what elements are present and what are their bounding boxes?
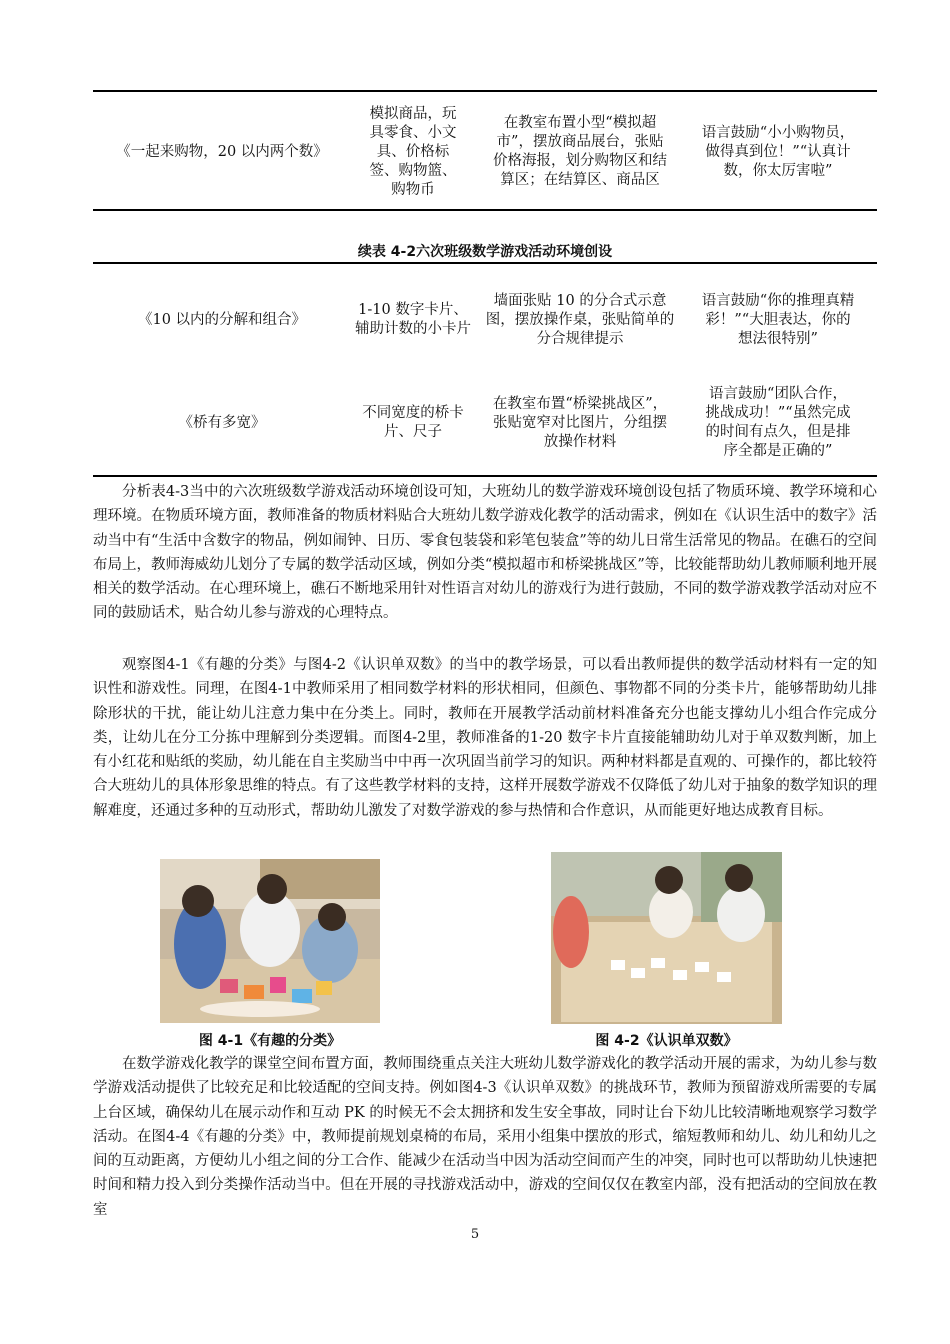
figure-4-2-caption: 图 4-2《认识单双数》 — [595, 1033, 738, 1049]
cell-materials — [345, 404, 481, 442]
cell-encouragement — [679, 385, 877, 461]
cell-encouragement — [679, 292, 877, 349]
encouragement-text: 语言鼓励“你的推理真精彩！”“大胆表达，你的想法很特别” — [701, 292, 855, 347]
table-row — [93, 374, 877, 472]
cell-layout — [481, 395, 679, 452]
figure-4-1-photo — [160, 859, 380, 1023]
table-continued — [93, 262, 877, 480]
table-caption: 续表 4-2六次班级数学游戏活动环境创设 — [357, 244, 613, 260]
table-cont-top-rule — [93, 262, 877, 264]
page-number: 5 — [470, 1227, 480, 1242]
table-row — [93, 278, 877, 362]
paragraph-2: 观察图4-1《有趣的分类》与图4-2《认识单双数》的当中的教学场景，可以看出教师提供的数学活动材料有一定的知识性和游戏性。同理，在图4-1中教师采用了相同数学材料的形状相同，但颜色、事物都不同的分类卡片，能够帮助幼儿排除形状的干扰，能让幼儿注意力集中在分类上。同时，教师在开展教学活动前材料准备充分也能支撑幼儿小组合作完成分类，让幼儿在分工分拣中理解到分类逻辑。而图4-2里，教师准备的1-20 数字卡片直接能辅助幼儿对于单双数判断，加上有小红花和贴纸的奖励，幼儿能在自主奖励当中中再一次巩固当前学习的知识。两种材料都是直观的、可操作的，都比较符合大班幼儿的具体形象思维的特点。有了这些教学材料的支持，这样开展数学游戏不仅降低了幼儿对于抽象的数学知识的理解难度，还通过多种的互动形式，帮助幼儿激发了对数学游戏的参与热情和合作意识，从而能更好地达成教育目标。 — [93, 657, 877, 819]
activity-text: 《10 以内的分解和组合》 — [137, 311, 307, 328]
cell-activity — [93, 414, 345, 433]
cell-materials — [345, 301, 481, 339]
paragraph-1: 分析表4-3当中的六次班级数学游戏活动环境创设可知，大班幼儿的数学游戏环境创设包括了物质环境、教学环境和心理环境。在物质环境方面，教师准备的物质材料贴合大班幼儿数学游戏化教学的活动需求，例如在《认识生活中的数字》活动当中有“生活中含数字的物品，例如闹钟、日历、零食包装袋和彩笔包装盒”等的幼儿日常生活常见的物品。在礁石的空间布局上，教师海威幼儿划分了专属的数学活动区域，例如分类“模拟超市和桥梁挑战区”等，比较能帮助幼儿教师顺利地开展相关的数学活动。在心理环境上，礁石不断地采用针对性语言对幼儿的游戏行为进行鼓励，不同的数学游戏教学活动对应不同的鼓励话术，贴合幼儿参与游戏的心理特点。 — [93, 484, 877, 622]
cell-activity — [93, 311, 345, 330]
cell-encouragement — [679, 124, 877, 181]
figure-4-1-caption: 图 4-1《有趣的分类》 — [198, 1033, 342, 1049]
cell-activity — [93, 143, 345, 162]
table-cont-bottom-rule — [93, 475, 877, 477]
table-row — [93, 102, 877, 202]
cell-layout — [481, 114, 679, 190]
cell-materials — [345, 105, 481, 200]
table-top — [93, 90, 877, 212]
figure-4-2-photo — [551, 852, 782, 1024]
materials-text: 不同宽度的桥卡片、尺子 — [362, 405, 464, 440]
table-top-rule — [93, 90, 877, 92]
paragraph-3: 在数学游戏化教学的课堂空间布置方面，教师围绕重点关注大班幼儿数学游戏化的教学活动开展的需求，为幼儿参与数学游戏活动提供了比较充足和比较适配的空间支持。例如图4-3《认识单双数》的挑战环节，教师为预留游戏所需要的专属上台区域，确保幼儿在展示动作和互动 PK 的时候无不会太拥挤和发生安全事故，同时让台下幼儿比较清晰地观察学习数学活动。在图4-4《有趣的分类》中，教师提前规划桌椅的布局，采用小组集中摆放的形式，缩短教师和幼儿、幼儿和幼儿之间的互动距离，方便幼儿小组之间的分工合作、能减少在活动当中因为活动空间而产生的冲突，同时也可以帮助幼儿快速把时间和精力投入到分类操作活动当中。但在开展的寻找游戏活动中，游戏的空间仅仅在教室内部，没有把活动的空间放在教室 — [93, 1056, 877, 1218]
layout-text: 在教室布置小型“模拟超市”，摆放商品展台，张贴价格海报，划分购物区和结算区；在结算区、商品区 — [493, 115, 667, 188]
cell-layout — [481, 292, 679, 349]
table-top-bottom-rule — [93, 209, 877, 211]
layout-text: 墙面张贴 10 的分合式示意图，摆放操作桌，张贴简单的分合规律提示 — [485, 292, 675, 347]
activity-text: 《一起来购物，20 以内两个数》 — [116, 143, 328, 160]
encouragement-text: 语言鼓励“团队合作，挑战成功！”“虽然完成的时间有点久，但是排序全都是正确的” — [705, 386, 851, 459]
materials-text: 模拟商品，玩具零食、小文具、价格标签、购物篮、购物币 — [369, 105, 457, 198]
materials-text: 1-10 数字卡片、辅助计数的小卡片 — [355, 302, 471, 337]
activity-text: 《桥有多宽》 — [178, 414, 266, 431]
layout-text: 在教室布置“桥梁挑战区”，张贴宽窄对比图片，分组摆放操作材料 — [492, 395, 668, 450]
encouragement-text: 语言鼓励“小小购物员，做得真到位！”“认真计数，你太厉害啦” — [701, 124, 855, 179]
